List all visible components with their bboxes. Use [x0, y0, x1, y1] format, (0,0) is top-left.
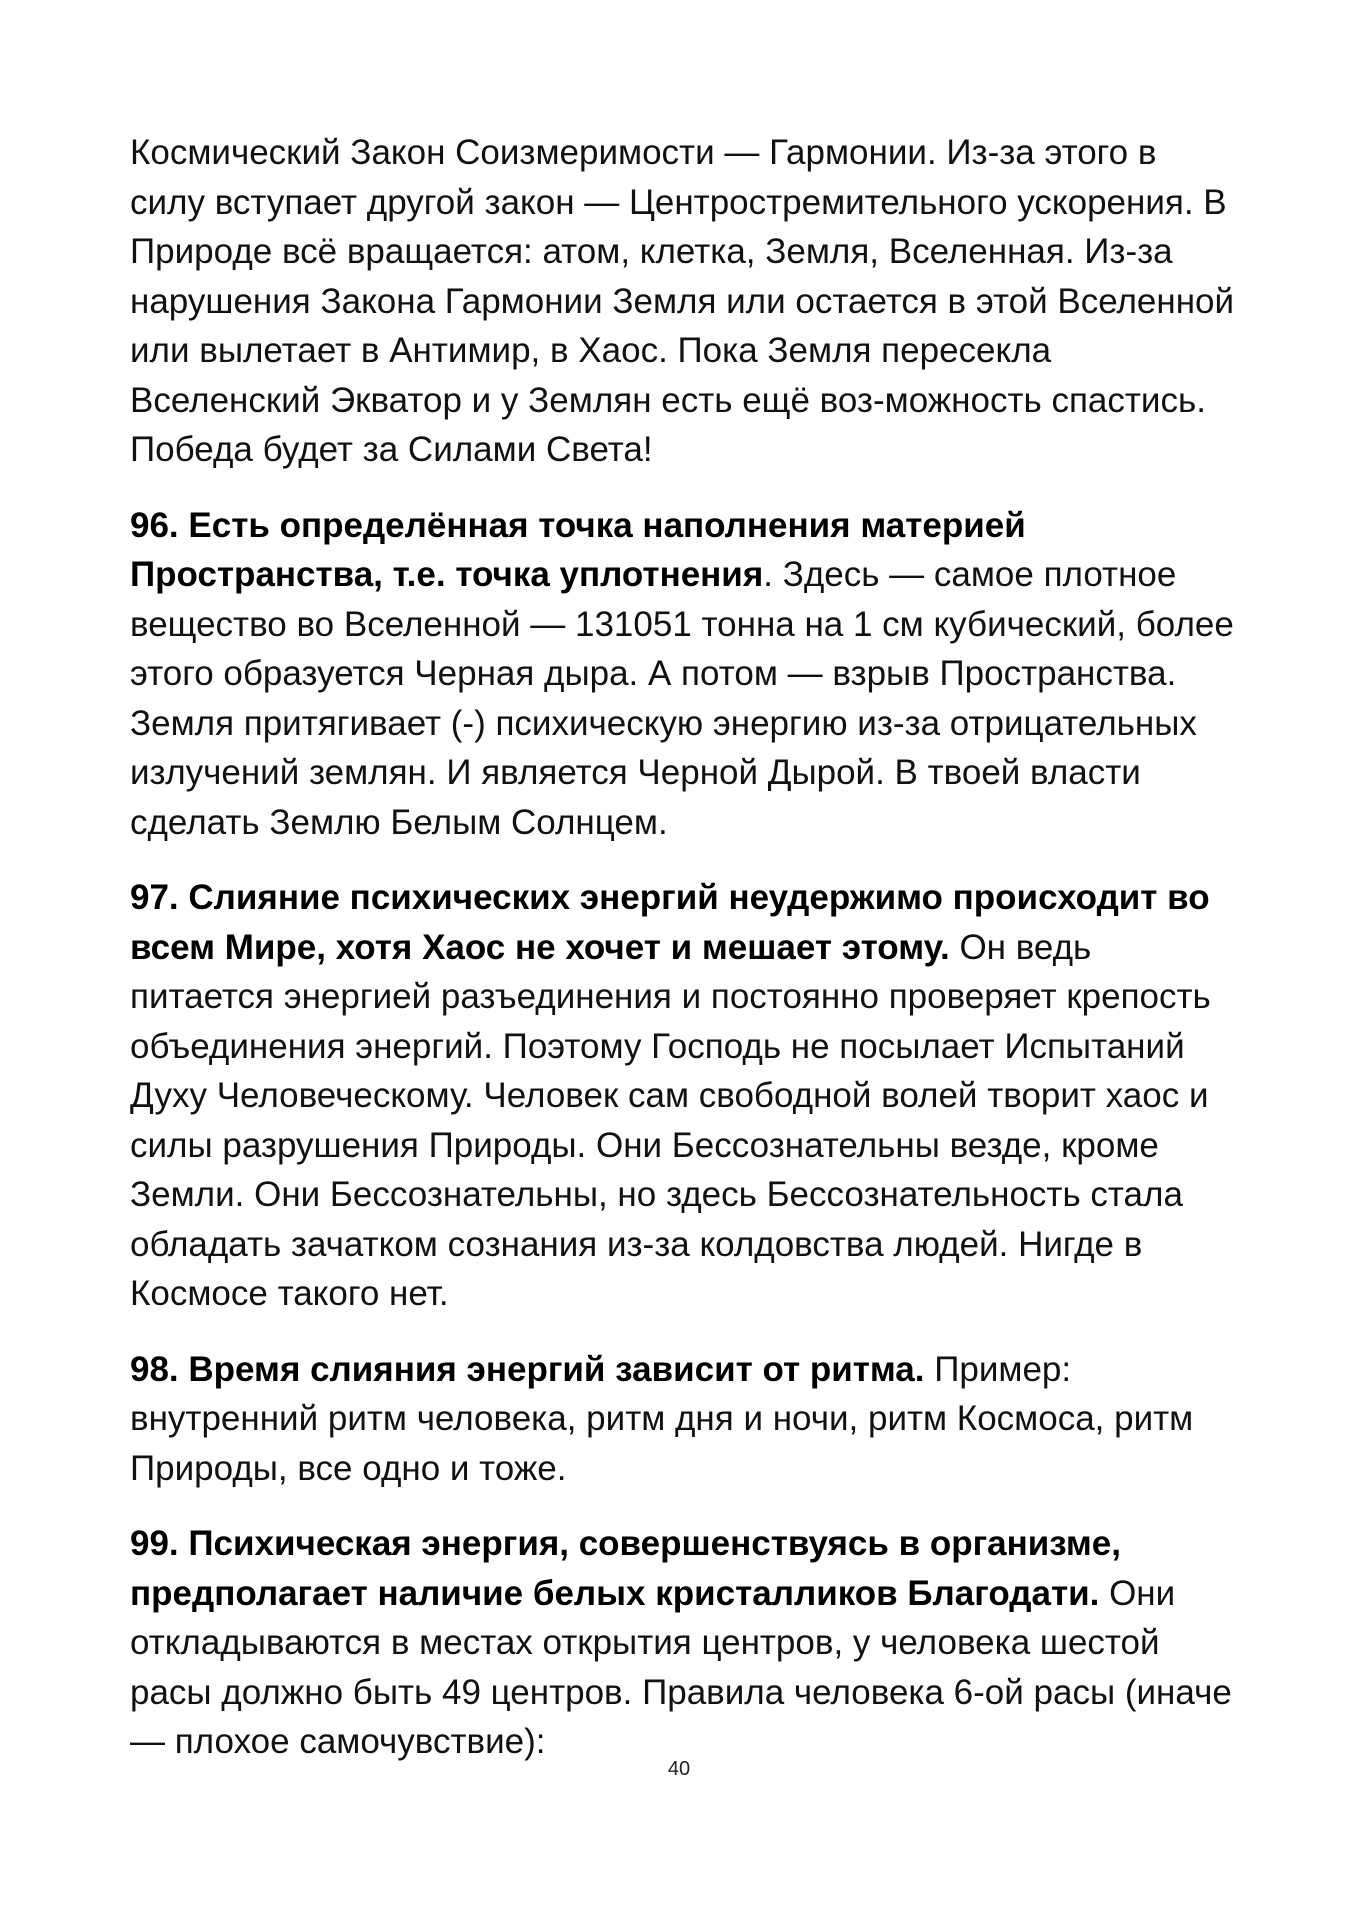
paragraph-96	[130, 501, 1240, 848]
paragraph-heading-text: Есть определённая точка наполнения материей Пространства, т.е. точка уплотнения	[130, 505, 1026, 594]
paragraph-99	[130, 1519, 1240, 1767]
paragraph-body: Космический Закон Соизмеримости — Гармонии. Из-за этого в силу вступает другой закон — Центростремительного ускорения. В Природе всё вращается: атом, клетка, Земля, Вселенная. Из-за нарушения Закона Гармонии Земля или остается в этой Вселенной или вылетает в Антимир, в Хаос. Пока Земля пересекла Вселенский Экватор и у Землян есть ещё воз-можность спастись. Победа будет за Силами Света!	[130, 133, 1235, 469]
paragraph-body: Пример: внутренний ритм человека, ритм дня и ночи, ритм Космоса, ритм Природы, все одно и тоже.	[130, 1349, 1194, 1488]
paragraph-98	[130, 1345, 1240, 1494]
page-number: 40	[667, 1758, 691, 1780]
paragraph-number: 99.	[130, 1524, 179, 1563]
paragraph-intro	[130, 128, 1240, 475]
paragraph-number: 96.	[130, 505, 179, 545]
paragraph-body: Они откладываются в местах открытия центров, у человека шестой расы должно быть 49 центров. Правила человека 6-ой расы (иначе — плохое самочувствие):	[130, 1573, 1232, 1761]
paragraph-heading	[130, 1350, 924, 1389]
paragraph-body: Он ведь питается энергией разъединения и постоянно проверяет крепость объединения энергий. Поэтому Господь не посылает Испытаний Духу Человеческому. Человек сам свободной волей творит хаос и силы разрушения Природы. Они Бессознательны везде, кроме Земли. Они Бессознательны, но здесь Бессознательность стала обладать зачатком сознания из-за колдовства людей. Нигде в Космосе такого нет.	[130, 927, 1211, 1313]
paragraph-heading-text: Психическая энергия, совершенствуясь в организме, предполагает наличие белых кристалликов Благодати.	[130, 1524, 1121, 1613]
paragraph-number: 98.	[130, 1349, 179, 1389]
paragraph-heading-text: Время слияния энергий зависит от ритма.	[188, 1349, 925, 1389]
paragraph-number: 97.	[130, 878, 179, 917]
paragraph-97	[130, 873, 1240, 1319]
paragraph-body: . Здесь — самое плотное вещество во Вселенной — 131051 тонна на 1 см кубический, более этого образуется Черная дыра. А потом — взрыв Пространства. Земля притягивает (-) психическую энергию из-за отрицательных излучений землян. И является Черной Дырой. В твоей власти сделать Землю Белым Солнцем.	[130, 555, 1234, 842]
paragraph-heading	[130, 1524, 1121, 1613]
page-body	[130, 128, 1240, 1793]
paragraph-heading-text: Слияние психических энергий неудержимо происходит во всем Мире, хотя Хаос не хочет и мешает этому.	[130, 878, 1210, 967]
